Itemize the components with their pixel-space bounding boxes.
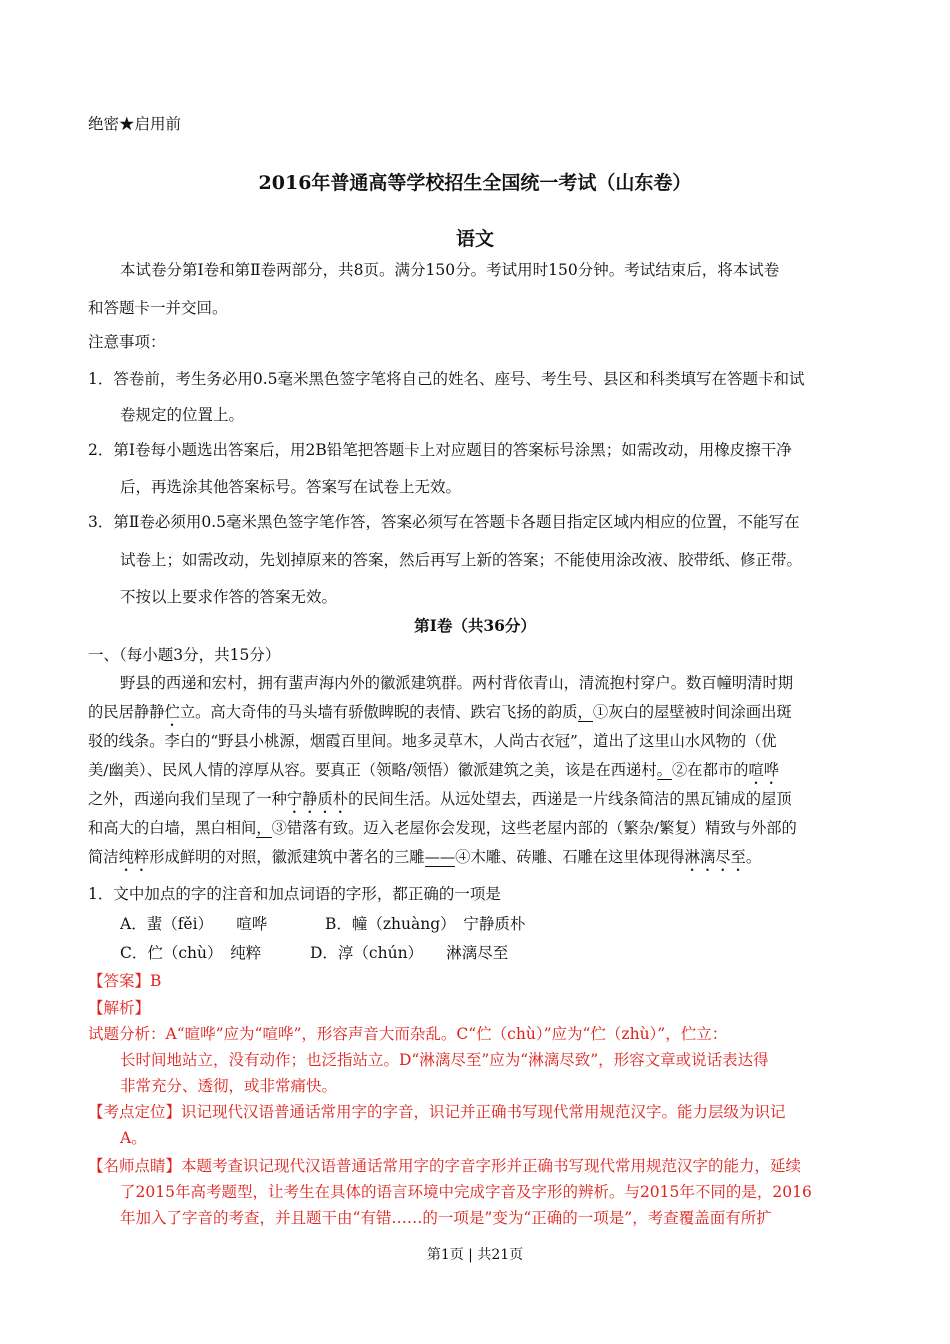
note-3-line-1: 3．第Ⅱ卷必须用0.5毫米黑色签字笔作答，答案必须写在答题卡各题目指定区域内相应的位置，不能写在 xyxy=(88,513,800,531)
passage-text: ②在都市的 xyxy=(671,761,749,779)
confidential-mark: 绝密★启用前 xyxy=(88,115,182,133)
mingshi-line-2: 了2015年高考题型，让考生在具体的语言环境中完成字音及字形的辨析。与2015年不同的是，2016 xyxy=(120,1183,812,1201)
option-b: B．幢（zhuàng） 宁静质朴 xyxy=(325,915,526,933)
passage-line-5 xyxy=(88,788,792,817)
blank-mark: ， xyxy=(256,819,272,837)
option-d: D．淳（chún） 淋漓尽至 xyxy=(310,944,509,962)
volume-title: 第Ⅰ卷（共36分） xyxy=(414,616,536,635)
note-3-line-2: 试卷上；如需改动，先划掉原来的答案，然后再写上新的答案；不能使用涂改液、胶带纸、修正带。 xyxy=(120,551,803,569)
page-footer: 第1页 | 共21页 xyxy=(426,1247,524,1263)
passage-text: 形成鲜明的对照，徽派建筑中著名的三雕 xyxy=(149,848,425,866)
passage-text: 立。高大奇伟的马头墙有骄傲睥睨的表情、跌宕飞扬的韵质 xyxy=(179,703,578,721)
kaodian-line-2: A。 xyxy=(120,1129,147,1147)
passage-line-3: 驳的线条。李白的“野县小桃源，烟霞百里间。地多灵草木，人尚古衣冠”，道出了这里山水风物的（优 xyxy=(88,732,777,750)
exam-title: 2016年普通高等学校招生全国统一考试（山东卷） xyxy=(258,172,692,194)
passage-text: 之外，西递向我们呈现了一种 xyxy=(88,790,287,808)
passage-text: 的民居静静 xyxy=(88,703,165,721)
blank-mark: 。 xyxy=(656,761,672,779)
mingshi-line-1: 【名师点睛】本题考查识记现代汉语普通话常用字的字音字形并正确书写现代常用规范汉字的能力，延续 xyxy=(88,1157,802,1175)
passage-text: 美/幽美）、民风人情的淳厚从容。要真正（领略/领悟）徽派建筑之美，该是在西递村 xyxy=(88,761,657,779)
passage-text: ①灰白的屋壁被时间涂画出斑 xyxy=(592,703,792,721)
passage-text: ④木雕、砖雕、石雕在这里体现得 xyxy=(455,848,685,866)
notes-heading: 注意事项： xyxy=(88,333,166,351)
blank-mark: —— xyxy=(424,848,456,866)
blank-mark: ， xyxy=(577,703,593,721)
passage-line-6 xyxy=(88,817,797,839)
analysis-line-2: 长时间地站立，没有动作；也泛指站立。D“淋漓尽至”应为“淋漓尽致”，形容文章或说话表达得 xyxy=(120,1051,769,1069)
passage-text: 。 xyxy=(745,848,762,866)
dotted-word: 淋漓尽至 xyxy=(684,848,746,866)
dotted-word: 宁静质朴 xyxy=(286,790,349,808)
intro-line-1: 本试卷分第Ⅰ卷和第Ⅱ卷两部分，共8页。满分150分。考试用时150分钟。考试结束后，将本试卷 xyxy=(120,261,780,279)
passage-text: 简洁 xyxy=(88,848,119,866)
note-2-line-1: 2．第Ⅰ卷每小题选出答案后，用2B铅笔把答题卡上对应题目的答案标号涂黑；如需改动，用橡皮擦干净 xyxy=(88,441,792,459)
note-2-line-2: 后，再选涂其他答案标号。答案写在试卷上无效。 xyxy=(120,478,462,496)
subject-title: 语文 xyxy=(455,228,494,250)
passage-line-4 xyxy=(88,759,779,788)
passage-text: 的民间生活。从远处望去，西递是一片线条简洁的黑瓦铺成的屋顶 xyxy=(348,790,792,808)
option-a: A．蜚（fěi） 喧哗 xyxy=(120,915,268,933)
note-3-line-3: 不按以上要求作答的答案无效。 xyxy=(120,588,338,606)
dotted-word: 纯粹 xyxy=(118,848,150,866)
passage-text: 和高大的白墙，黑白相间 xyxy=(88,819,257,837)
analysis-line-3: 非常充分、透彻，或非常痛快。 xyxy=(120,1077,338,1095)
passage-line-1: 野县的西递和宏村，拥有蜚声海内外的徽派建筑群。两村背依青山，清流抱村穿户。数百幢明清时期 xyxy=(120,674,794,692)
analysis-label: 【解析】 xyxy=(88,999,151,1017)
dotted-word: 喧哗 xyxy=(748,761,780,779)
passage-line-7 xyxy=(88,846,761,875)
dotted-char: 伫 xyxy=(164,703,180,721)
option-c: C．伫（chù） 纯粹 xyxy=(120,944,262,962)
passage-text: ③错落有致。迈入老屋你会发现，这些老屋内部的（繁杂/繁复）精致与外部的 xyxy=(271,819,797,837)
analysis-line-1: 试题分析：A“暄哗”应为“喧哗”，形容声音大而杂乱。C“伫（chù）”应为“伫（zhù）”，伫立： xyxy=(88,1025,728,1043)
mingshi-line-3: 年加入了字音的考查，并且题干由“有错……的一项是”变为“正确的一项是”，考查覆盖面有所扩 xyxy=(120,1209,772,1227)
kaodian-line-1: 【考点定位】识记现代汉语普通话常用字的字音，识记并正确书写现代常用规范汉字。能力层级为识记 xyxy=(88,1103,786,1121)
note-1-line-2: 卷规定的位置上。 xyxy=(120,406,245,424)
passage-line-2 xyxy=(88,701,792,730)
question-1-stem: 1．文中加点的字的注音和加点词语的字形，都正确的一项是 xyxy=(88,885,501,903)
answer-label: 【答案】B xyxy=(88,972,162,990)
note-1-line-1: 1．答卷前，考生务必用0.5毫米黑色签字笔将自己的姓名、座号、考生号、县区和科类填写在答题卡和试 xyxy=(88,370,805,388)
intro-line-2: 和答题卡一并交回。 xyxy=(88,299,228,317)
section-heading: 一、（每小题3分，共15分） xyxy=(88,646,281,664)
